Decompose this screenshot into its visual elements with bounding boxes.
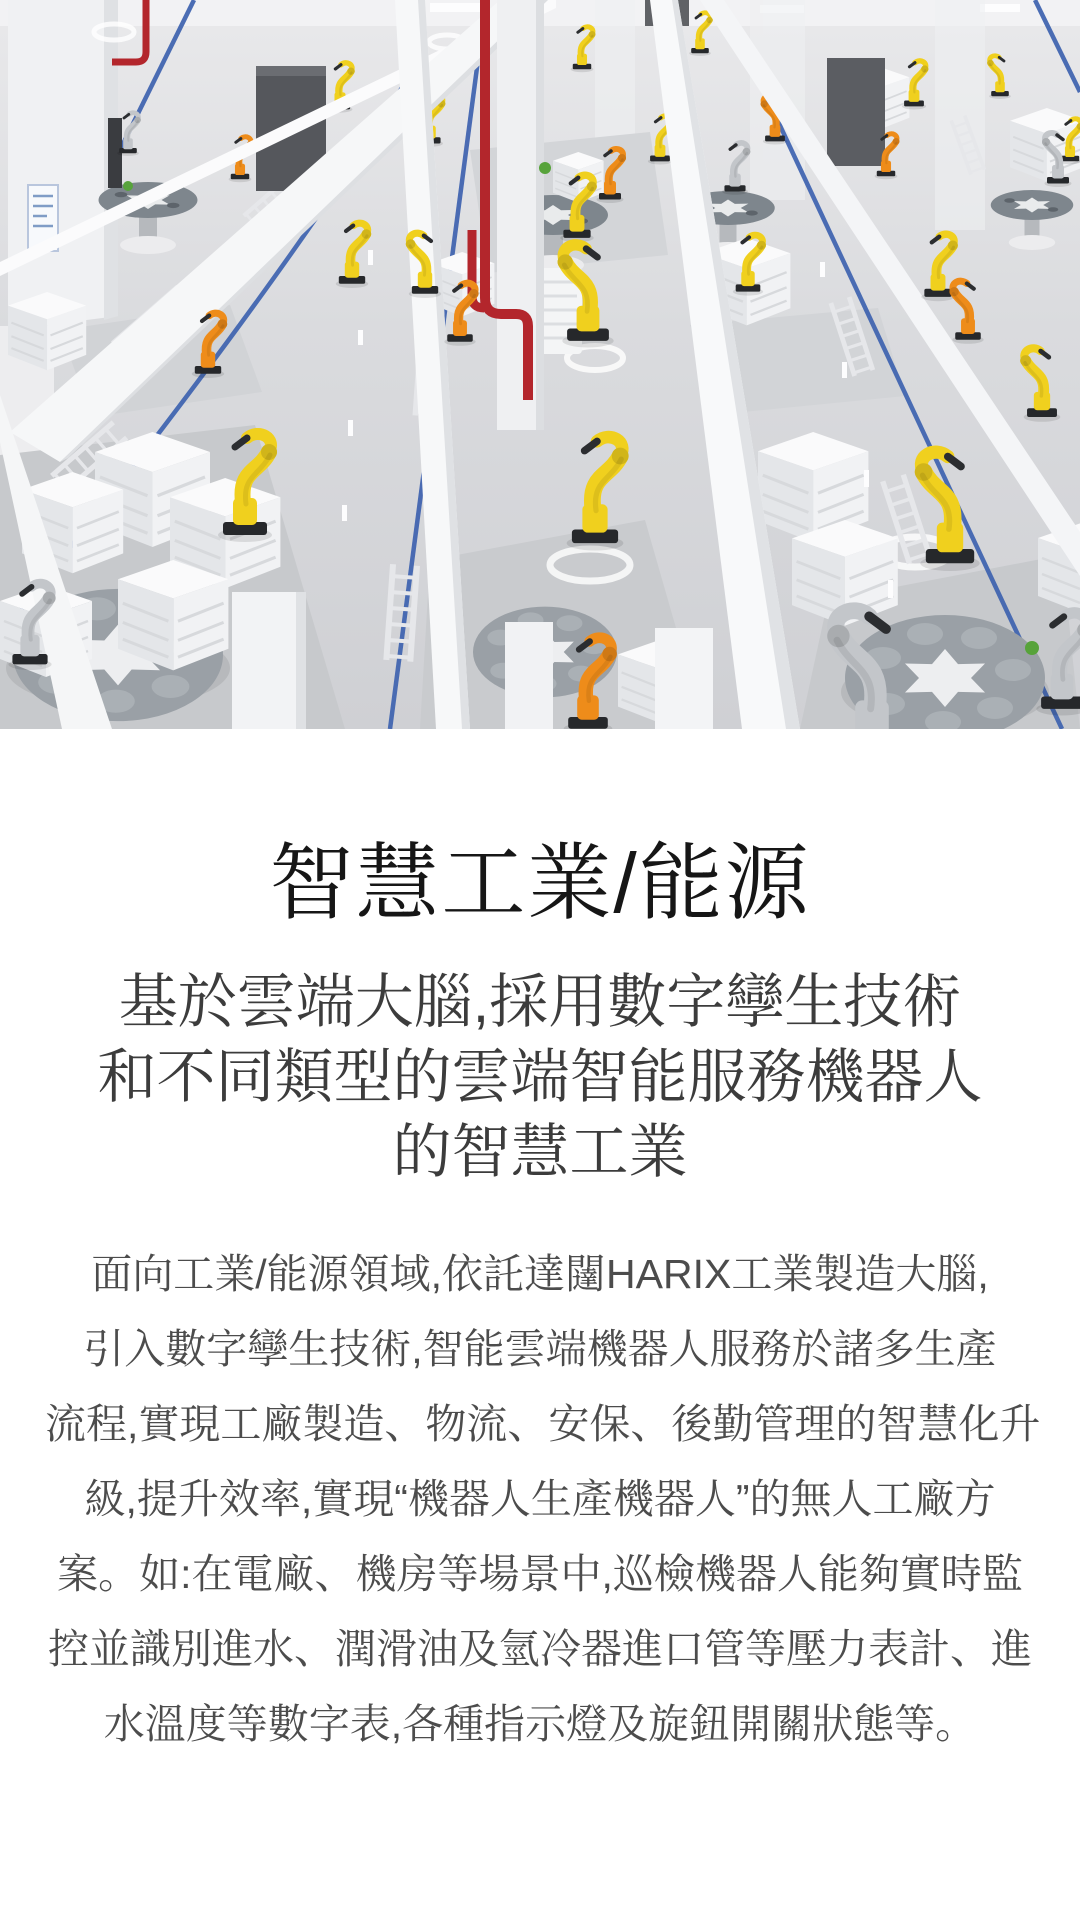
body-line: 面向工業/能源領域,依託達闥HARIX工業製造大腦,	[91, 1251, 989, 1297]
body-paragraph	[45, 1237, 1041, 1762]
subtitle	[30, 965, 1050, 1190]
subtitle-line: 和不同類型的雲端智能服務機器人	[97, 1044, 983, 1110]
body-line: 引入數字孿生技術,智能雲端機器人服務於諸多生產	[83, 1326, 997, 1372]
pipe-column	[497, 0, 544, 430]
body-line: 水溫度等數字表,各種指示燈及旋鈕開關狀態等。	[103, 1701, 977, 1747]
subtitle-line: 的智慧工業	[392, 1119, 688, 1185]
hero-factory-image	[0, 0, 1080, 729]
body-line: 控並識別進水、潤滑油及氫冷器進口管等壓力表計、進	[48, 1626, 1032, 1672]
body-line: 流程,實現工廠製造、物流、安保、後勤管理的智慧化升	[45, 1401, 1041, 1447]
body-line: 級,提升效率,實現“機器人生產機器人”的無人工廠方	[84, 1476, 996, 1522]
subtitle-line: 基於雲端大腦,採用數字孿生技術	[118, 969, 962, 1035]
smart-factory-illustration	[0, 0, 1080, 729]
page-title: 智慧工業/能源	[269, 836, 811, 930]
content-section	[0, 836, 1080, 1762]
body-line: 案。如:在電廠、機房等場景中,巡檢機器人能夠實時監	[57, 1551, 1023, 1597]
